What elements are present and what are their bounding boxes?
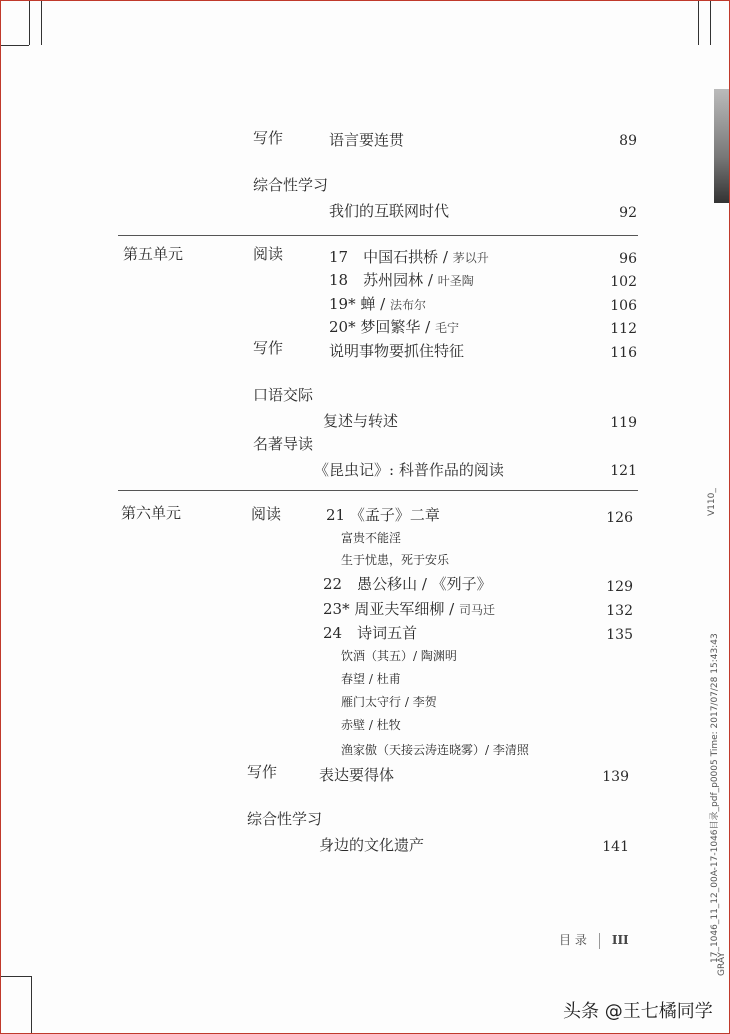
side-metadata: 17_1046_11_12_00A-17-1046目录_pdf_p0005 Time: 2017/07/28 15:43:43 (710, 633, 720, 963)
section-label: 口语交际 (253, 386, 314, 404)
page-number: 89 (619, 133, 637, 149)
toc-title: 22 愚公移山 / 《列子》 (323, 575, 492, 593)
crop-mark (31, 976, 32, 1034)
page-number: 102 (610, 274, 637, 290)
toc-title: 表达要得体 (319, 766, 395, 784)
crop-mark (698, 1, 699, 45)
crop-mark (1, 976, 31, 977)
toc-entry: 20* 梦回繁华 / 毛宁 (329, 318, 459, 336)
section-label: 写作 (253, 339, 284, 357)
section-label: 综合性学习 (247, 810, 323, 828)
page-number: 129 (606, 579, 633, 595)
section-label: 综合性学习 (253, 176, 329, 194)
page-number: 112 (610, 321, 637, 337)
toc-entry: 18 苏州园林 / 叶圣陶 (329, 271, 474, 289)
poem-entry: 春望 / 杜甫 (341, 672, 401, 686)
toc-title: 24 诗词五首 (323, 624, 418, 642)
page-number: 139 (602, 769, 629, 785)
page-number: 126 (606, 510, 633, 526)
toc-entry: 17 中国石拱桥 / 茅以升 (329, 248, 489, 266)
poem-entry: 渔家傲（天接云涛连晓雾）/ 李清照 (341, 743, 529, 757)
crop-mark (710, 1, 711, 45)
side-code: V110_ (707, 488, 717, 516)
toc-title: 我们的互联网时代 (329, 202, 450, 220)
toc-subentry: 生于忧患，死于安乐 (341, 553, 450, 567)
page-number: 119 (610, 415, 637, 431)
poem-entry: 雁门太守行 / 李贺 (341, 695, 437, 709)
toc-entry: 23* 周亚夫军细柳 / 司马迁 (323, 600, 495, 618)
crop-mark (41, 1, 42, 45)
page-number: 132 (606, 603, 633, 619)
section-label: 阅读 (253, 245, 284, 263)
toc-title: 《昆虫记》: 科普作品的阅读 (314, 461, 504, 479)
side-gray-label: GRAY (717, 952, 727, 976)
page-number: 141 (602, 839, 629, 855)
section-label: 写作 (247, 763, 278, 781)
toc-subentry: 富贵不能淫 (341, 531, 402, 545)
page-number: 96 (619, 251, 637, 267)
poem-entry: 饮酒（其五）/ 陶渊明 (341, 649, 457, 663)
unit-label: 第六单元 (121, 504, 182, 522)
divider (118, 235, 638, 236)
crop-mark (29, 1, 30, 45)
gray-scale-strip (714, 89, 730, 203)
page-number: 116 (610, 345, 637, 361)
unit-label: 第五单元 (123, 245, 184, 263)
section-label: 阅读 (251, 505, 282, 523)
footer-page-number: III (611, 933, 629, 947)
toc-title: 语言要连贯 (329, 131, 405, 149)
section-label: 名著导读 (253, 435, 314, 453)
watermark: 头条 @王七橘同学 (563, 1001, 713, 1022)
section-label: 写作 (253, 129, 284, 147)
toc-title: 身边的文化遗产 (319, 836, 425, 854)
page-number: 121 (610, 463, 637, 479)
toc-title: 说明事物要抓住特征 (329, 342, 465, 360)
crop-mark (1, 45, 29, 46)
toc-title: 复述与转述 (323, 412, 399, 430)
page-number: 135 (606, 627, 633, 643)
toc-entry: 19* 蝉 / 法布尔 (329, 295, 426, 313)
page-footer (559, 931, 629, 949)
page-number: 106 (610, 298, 637, 314)
page-number: 92 (619, 205, 637, 221)
footer-label: 目 录 (559, 933, 587, 947)
divider (118, 490, 638, 491)
toc-title: 21 《孟子》二章 (326, 506, 440, 524)
poem-entry: 赤壁 / 杜牧 (341, 718, 401, 732)
